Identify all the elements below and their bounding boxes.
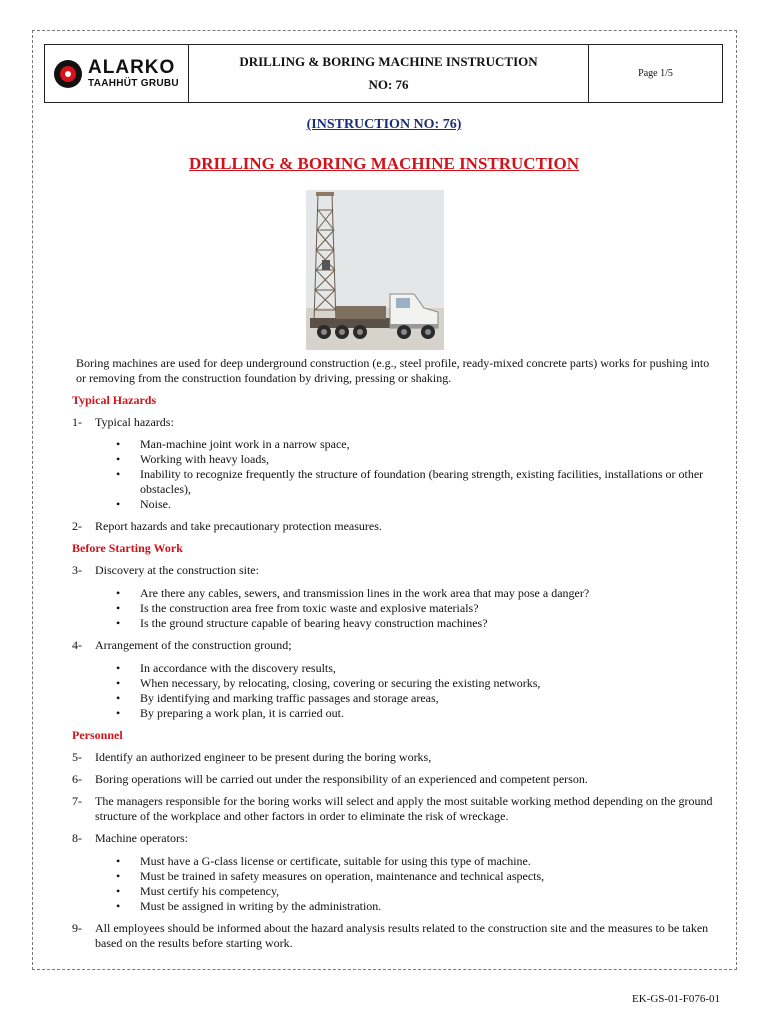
bullet-item: • Noise. xyxy=(116,497,722,512)
list-item-1: 1- Typical hazards: xyxy=(72,415,174,429)
bullet-item: • Inability to recognize frequently the structure of foundation (bearing strength, existing facilities, installations or other obstacles), xyxy=(116,467,722,497)
bullet-item: • By preparing a work plan, it is carried out. xyxy=(116,706,722,721)
header-title-line2: NO: 76 xyxy=(368,76,409,92)
company-logo xyxy=(45,45,189,102)
list-item-9: 9- All employees should be informed about the hazard analysis results related to the construction site and the measures to be taken based on the results before starting work. xyxy=(72,921,709,950)
list-item-6: 6- Boring operations will be carried out under the responsibility of an experienced and competent person. xyxy=(72,772,588,786)
document-body xyxy=(72,356,722,951)
bullet-list-arrangement xyxy=(72,661,722,721)
logo-name: ALARKO xyxy=(88,57,176,78)
logo-subtitle: TAAHHÜT GRUBU xyxy=(88,78,179,89)
drilling-rig-truck-image xyxy=(306,190,444,350)
bullet-item: • Must certify his competency, xyxy=(116,884,722,899)
page-number: Page 1/5 xyxy=(638,68,673,79)
intro-paragraph: Boring machines are used for deep underground construction (e.g., steel profile, ready-mixed concrete parts) works for pushing into or removing from the construction foundation by driving, pressing or shaking. xyxy=(76,356,710,385)
bullet-item: • Must be trained in safety measures on operation, maintenance and technical aspects, xyxy=(116,869,722,884)
header-title xyxy=(189,45,589,102)
list-item-5: 5- Identify an authorized engineer to be present during the boring works, xyxy=(72,750,432,764)
section-heading-personnel: Personnel xyxy=(72,728,123,742)
bullet-item: • Man-machine joint work in a narrow space, xyxy=(116,437,722,452)
bullet-item: • In accordance with the discovery results, xyxy=(116,661,722,676)
bullet-item: • Are there any cables, sewers, and transmission lines in the work area that may pose a danger? xyxy=(116,586,722,601)
bullet-list-operators xyxy=(72,854,722,914)
bullet-item: • Is the construction area free from toxic waste and explosive materials? xyxy=(116,601,722,616)
page-title: DRILLING & BORING MACHINE INSTRUCTION xyxy=(188,154,580,173)
list-item-4: 4- Arrangement of the construction ground; xyxy=(72,638,292,652)
list-item-8: 8- Machine operators: xyxy=(72,831,188,845)
list-item-7: 7- The managers responsible for the boring works will select and apply the most suitable working method depending on the ground structure of the workplace and other factors in order to eliminate the risk of wreckage. xyxy=(72,794,713,823)
section-heading-typical-hazards: Typical Hazards xyxy=(72,393,157,407)
bullet-item: • Must have a G-class license or certificate, suitable for using this type of machine. xyxy=(116,854,722,869)
bullet-item: • Working with heavy loads, xyxy=(116,452,722,467)
header-title-line1: DRILLING & BORING MACHINE INSTRUCTION xyxy=(239,53,538,69)
footer-document-code: EK-GS-01-F076-01 xyxy=(632,993,720,1005)
instruction-number: (INSTRUCTION NO: 76) xyxy=(306,117,462,132)
list-item-2: 2- Report hazards and take precautionary protection measures. xyxy=(72,519,382,533)
bullet-item: • Must be assigned in writing by the administration. xyxy=(116,899,722,914)
bullet-item: • By identifying and marking traffic passages and storage areas, xyxy=(116,691,722,706)
document-header xyxy=(44,44,723,103)
list-item-3: 3- Discovery at the construction site: xyxy=(72,563,259,577)
section-heading-before-starting-work: Before Starting Work xyxy=(72,541,183,555)
bullet-list-discovery xyxy=(72,586,722,631)
alarko-logo-icon xyxy=(54,60,82,88)
bullet-item: • When necessary, by relocating, closing, covering or securing the existing networks, xyxy=(116,676,722,691)
bullet-item: • Is the ground structure capable of bearing heavy construction machines? xyxy=(116,616,722,631)
bullet-list-hazards xyxy=(72,437,722,512)
